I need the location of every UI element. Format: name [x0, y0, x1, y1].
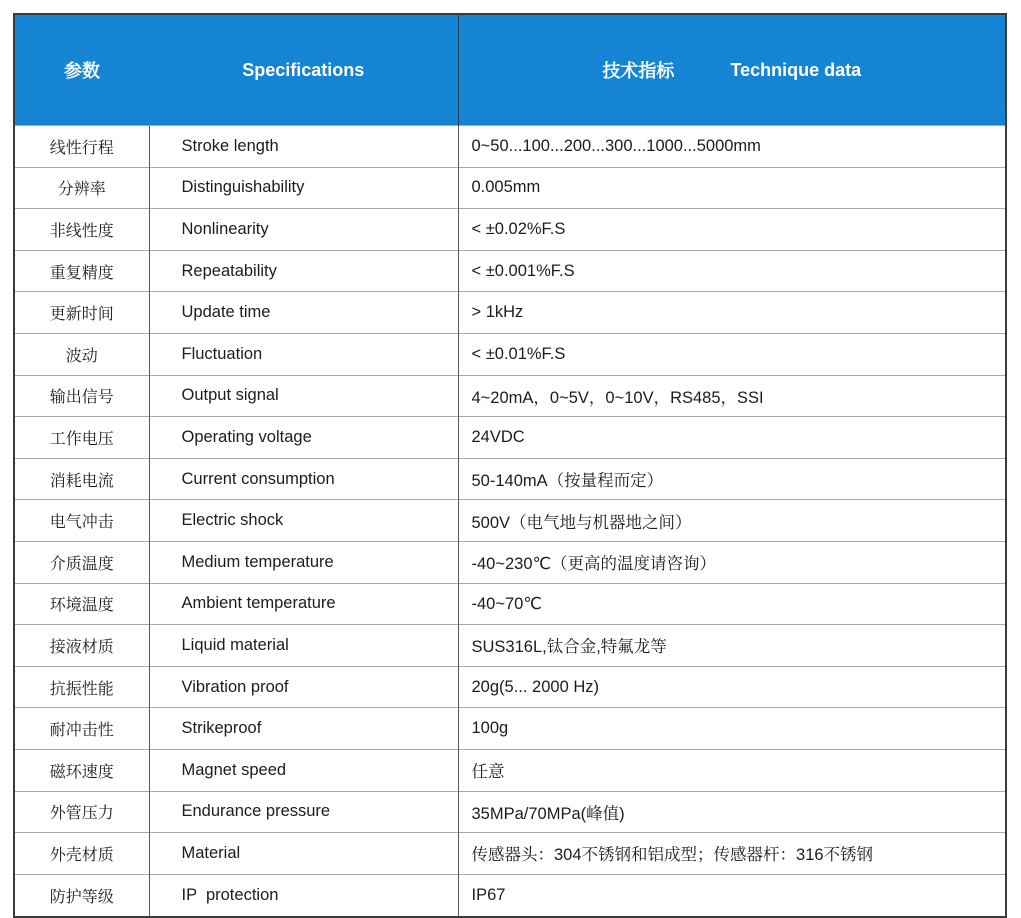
param-name-cn: 耐冲击性 — [15, 708, 149, 750]
param-name-cn: 更新时间 — [15, 292, 149, 334]
param-name-en: Nonlinearity — [149, 209, 458, 251]
param-name-en: Operating voltage — [149, 417, 458, 459]
param-name-en: Electric shock — [149, 500, 458, 542]
header-technique-data-en: Technique data — [730, 59, 862, 80]
param-value: 50-140mA（按量程而定） — [458, 458, 1005, 500]
param-value: < ±0.01%F.S — [458, 333, 1005, 375]
table-row — [15, 708, 1005, 750]
param-name-cn: 外管压力 — [15, 791, 149, 833]
param-name-en: IP protection — [149, 874, 458, 916]
param-value: 20g(5... 2000 Hz) — [458, 666, 1005, 708]
param-name-en: Magnet speed — [149, 749, 458, 791]
param-name-cn: 分辨率 — [15, 167, 149, 209]
table-row — [15, 749, 1005, 791]
param-value: < ±0.02%F.S — [458, 209, 1005, 251]
param-name-cn: 工作电压 — [15, 417, 149, 459]
table-row — [15, 874, 1005, 916]
param-name-cn: 防护等级 — [15, 874, 149, 916]
param-name-cn: 环境温度 — [15, 583, 149, 625]
table-row — [15, 250, 1005, 292]
specifications-table — [15, 15, 1005, 916]
param-name-en: Distinguishability — [149, 167, 458, 209]
table-row — [15, 625, 1005, 667]
param-name-en: Stroke length — [149, 126, 458, 168]
table-row — [15, 126, 1005, 168]
header-technique-data — [458, 15, 1005, 126]
param-value: 4~20mA，0~5V，0~10V，RS485，SSI — [458, 375, 1005, 417]
param-value: -40~230℃（更高的温度请咨询） — [458, 541, 1005, 583]
header-technique-data-cn: 技术指标 — [602, 61, 675, 81]
param-name-en: Vibration proof — [149, 666, 458, 708]
param-value: 100g — [458, 708, 1005, 750]
param-name-en: Repeatability — [149, 250, 458, 292]
param-value: 35MPa/70MPa(峰值) — [458, 791, 1005, 833]
table-row — [15, 417, 1005, 459]
header-row — [15, 15, 1005, 126]
table-row — [15, 458, 1005, 500]
param-name-cn: 波动 — [15, 333, 149, 375]
param-name-cn: 接液材质 — [15, 625, 149, 667]
param-name-en: Update time — [149, 292, 458, 334]
param-name-en: Output signal — [149, 375, 458, 417]
specifications-table-container — [13, 13, 1007, 918]
param-name-cn: 磁环速度 — [15, 749, 149, 791]
param-name-en: Material — [149, 833, 458, 875]
table-header — [15, 15, 1005, 126]
param-value: IP67 — [458, 874, 1005, 916]
param-name-cn: 抗振性能 — [15, 666, 149, 708]
param-value: SUS316L,钛合金,特氟龙等 — [458, 625, 1005, 667]
param-value: < ±0.001%F.S — [458, 250, 1005, 292]
table-row — [15, 209, 1005, 251]
param-name-cn: 线性行程 — [15, 126, 149, 168]
header-parameter: 参数 — [15, 15, 149, 126]
param-name-cn: 电气冲击 — [15, 500, 149, 542]
param-name-en: Ambient temperature — [149, 583, 458, 625]
param-value: 24VDC — [458, 417, 1005, 459]
param-value: 500V（电气地与机器地之间） — [458, 500, 1005, 542]
param-value: 0~50...100...200...300...1000...5000mm — [458, 126, 1005, 168]
table-row — [15, 791, 1005, 833]
param-value: 0.005mm — [458, 167, 1005, 209]
param-name-en: Liquid material — [149, 625, 458, 667]
param-name-en: Medium temperature — [149, 541, 458, 583]
table-row — [15, 333, 1005, 375]
table-row — [15, 375, 1005, 417]
param-name-cn: 输出信号 — [15, 375, 149, 417]
table-row — [15, 833, 1005, 875]
param-value: > 1kHz — [458, 292, 1005, 334]
table-row — [15, 583, 1005, 625]
table-body — [15, 126, 1005, 916]
table-row — [15, 500, 1005, 542]
param-value: 传感器头：304不锈钢和铝成型；传感器杆：316不锈钢 — [458, 833, 1005, 875]
param-name-en: Fluctuation — [149, 333, 458, 375]
table-row — [15, 666, 1005, 708]
param-name-en: Current consumption — [149, 458, 458, 500]
param-name-en: Strikeproof — [149, 708, 458, 750]
table-row — [15, 167, 1005, 209]
param-name-en: Endurance pressure — [149, 791, 458, 833]
param-value: 任意 — [458, 749, 1005, 791]
header-specifications: Specifications — [149, 15, 458, 126]
param-name-cn: 消耗电流 — [15, 458, 149, 500]
table-row — [15, 541, 1005, 583]
param-name-cn: 外壳材质 — [15, 833, 149, 875]
param-name-cn: 重复精度 — [15, 250, 149, 292]
table-row — [15, 292, 1005, 334]
param-name-cn: 非线性度 — [15, 209, 149, 251]
param-value: -40~70℃ — [458, 583, 1005, 625]
param-name-cn: 介质温度 — [15, 541, 149, 583]
